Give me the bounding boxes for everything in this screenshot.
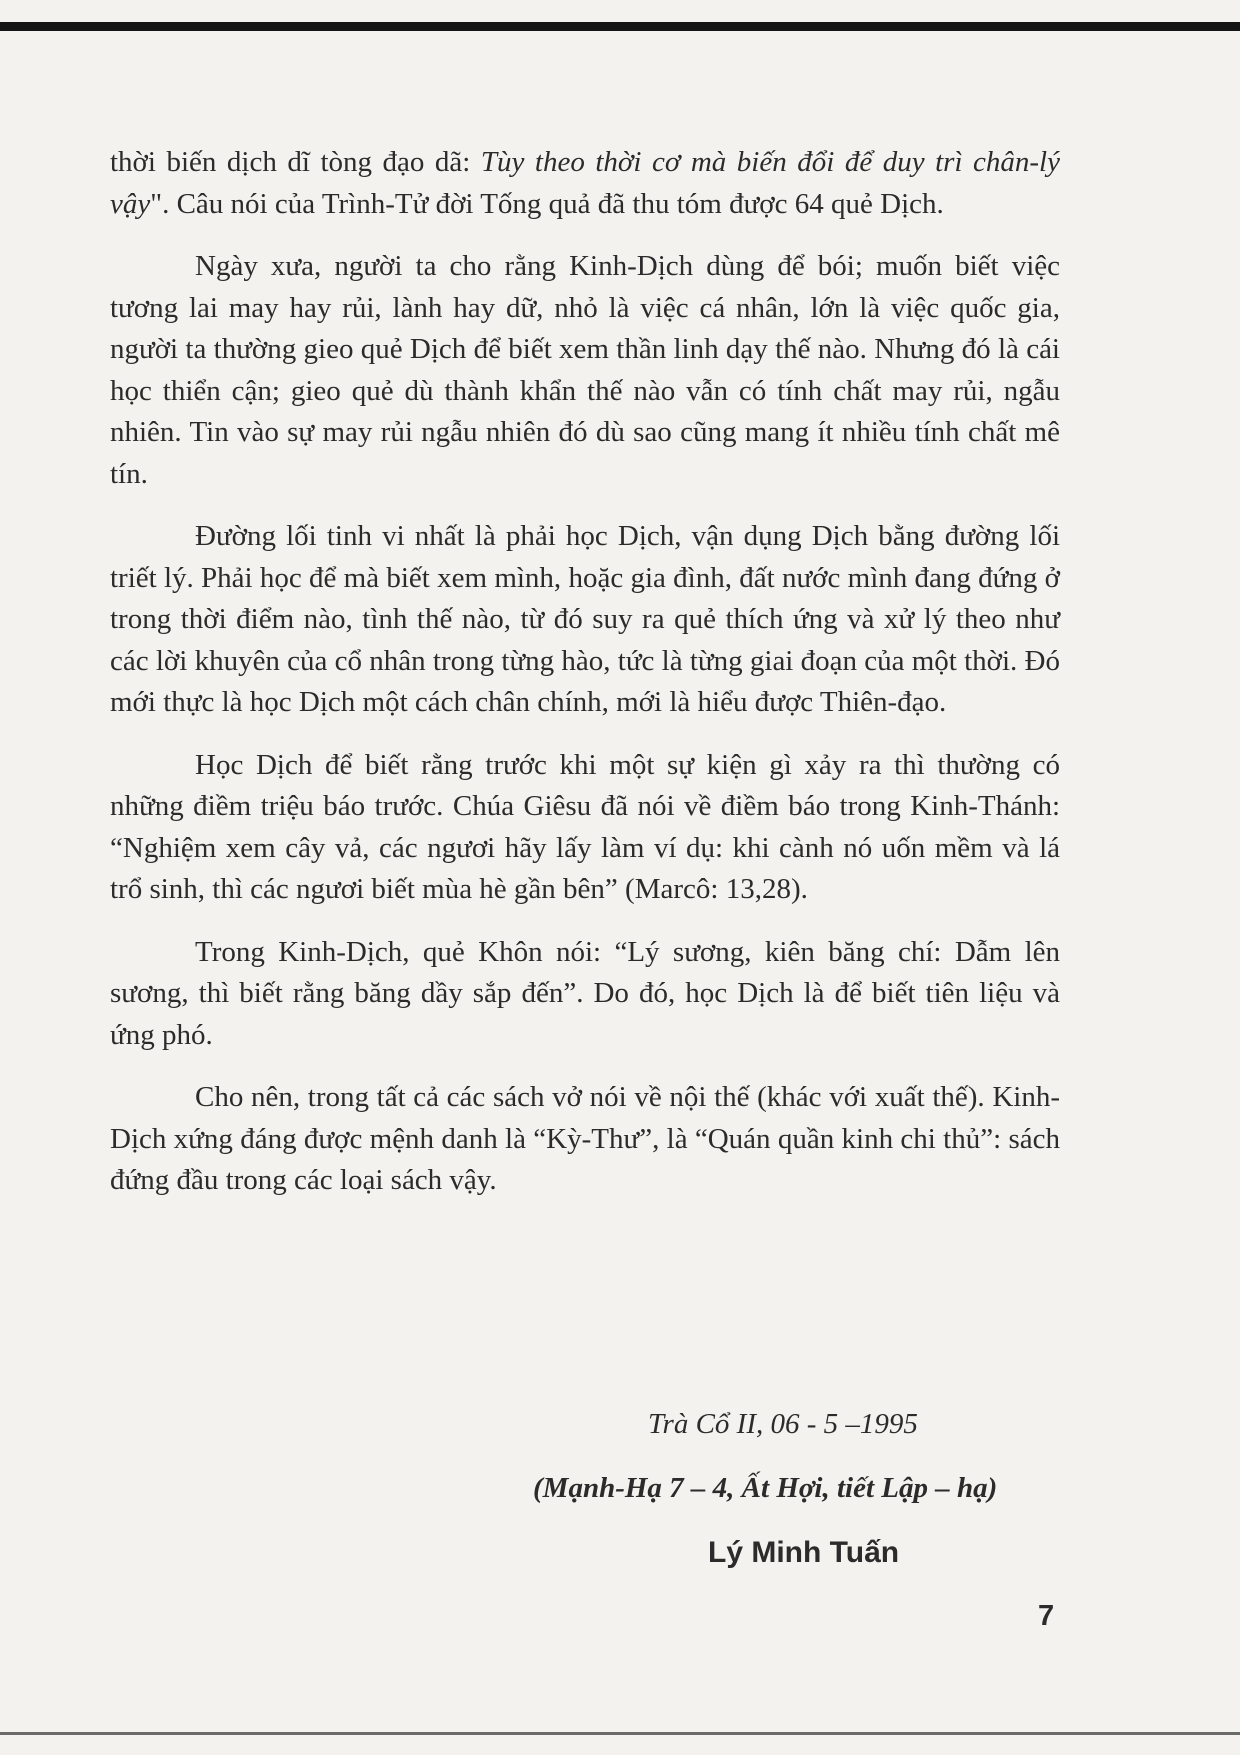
paragraph-continuation	[110, 142, 1060, 225]
author-name: Lý Minh Tuấn	[708, 1536, 900, 1569]
body-text	[110, 142, 1060, 1202]
top-border-rule	[0, 22, 1240, 31]
paragraph-philosophy: Đường lối tinh vi nhất là phải học Dịch, vận dụng Dịch bằng đường lối triết lý. Phải học để mà biết xem mình, hoặc gia đình, đất nước mình đang đứng ở trong thời điểm nào, tình thế nào, từ đó suy ra quẻ thích ứng và xử lý theo như các lời khuyên của cổ nhân trong từng hào, tức là từng giai đoạn của một thời. Đó mới thực là học Dịch một cách chân chính, mới là hiểu được Thiên-đạo.	[110, 520, 1060, 718]
signature-date: Trà Cổ II, 06 - 5 –1995	[648, 1408, 918, 1440]
paragraph-khon-hexagram: Trong Kinh-Dịch, quẻ Khôn nói: “Lý sương, kiên băng chí: Dẫm lên sương, thì biết rằng băng dầy sắp đến”. Do đó, học Dịch là để biết tiên liệu và ứng phó.	[110, 935, 1060, 1051]
paragraph-omens: Học Dịch để biết rằng trước khi một sự kiện gì xảy ra thì thường có những điềm triệu báo trước. Chúa Giêsu đã nói về điềm báo trong Kinh-Thánh: “Nghiệm xem cây vả, các ngươi hãy lấy làm ví dụ: khi cành nó uốn mềm và lá trổ sinh, thì các ngươi biết mùa hè gần bên” (Marcô: 13,28).	[110, 748, 1060, 905]
continuation-lead: thời biến dịch dĩ tòng đạo dã:	[110, 146, 481, 178]
bottom-border-rule	[0, 1732, 1240, 1735]
page-number: 7	[1038, 1600, 1055, 1632]
continuation-italic-quote: Tùy theo thời cơ mà biến đổi để duy trì chân-lý vậy	[110, 146, 1060, 220]
paragraph-divination: Ngày xưa, người ta cho rằng Kinh-Dịch dùng để bói; muốn biết việc tương lai may hay rủi, lành hay dữ, nhỏ là việc cá nhân, lớn là việc quốc gia, người ta thường gieo quẻ Dịch để biết xem thần linh dạy thế nào. Nhưng đó là cái học thiển cận; gieo quẻ dù thành khẩn thế nào vẫn có tính chất may rủi, ngẫu nhiên. Tin vào sự may rủi ngẫu nhiên đó dù sao cũng mang ít nhiều tính chất mê tín.	[110, 250, 1060, 490]
signature-lunar-date: (Mạnh-Hạ 7 – 4, Ất Hợi, tiết Lập – hạ)	[533, 1472, 998, 1504]
paragraph-conclusion: Cho nên, trong tất cả các sách vở nói về nội thế (khác với xuất thế). Kinh-Dịch xứng đáng được mệnh danh là “Kỳ-Thư”, là “Quán quần kinh chi thủ”: sách đứng đầu trong các loại sách vậy.	[110, 1081, 1060, 1196]
continuation-tail: ". Câu nói của Trình-Tử đời Tống quả đã thu tóm được 64 quẻ Dịch.	[150, 187, 944, 220]
